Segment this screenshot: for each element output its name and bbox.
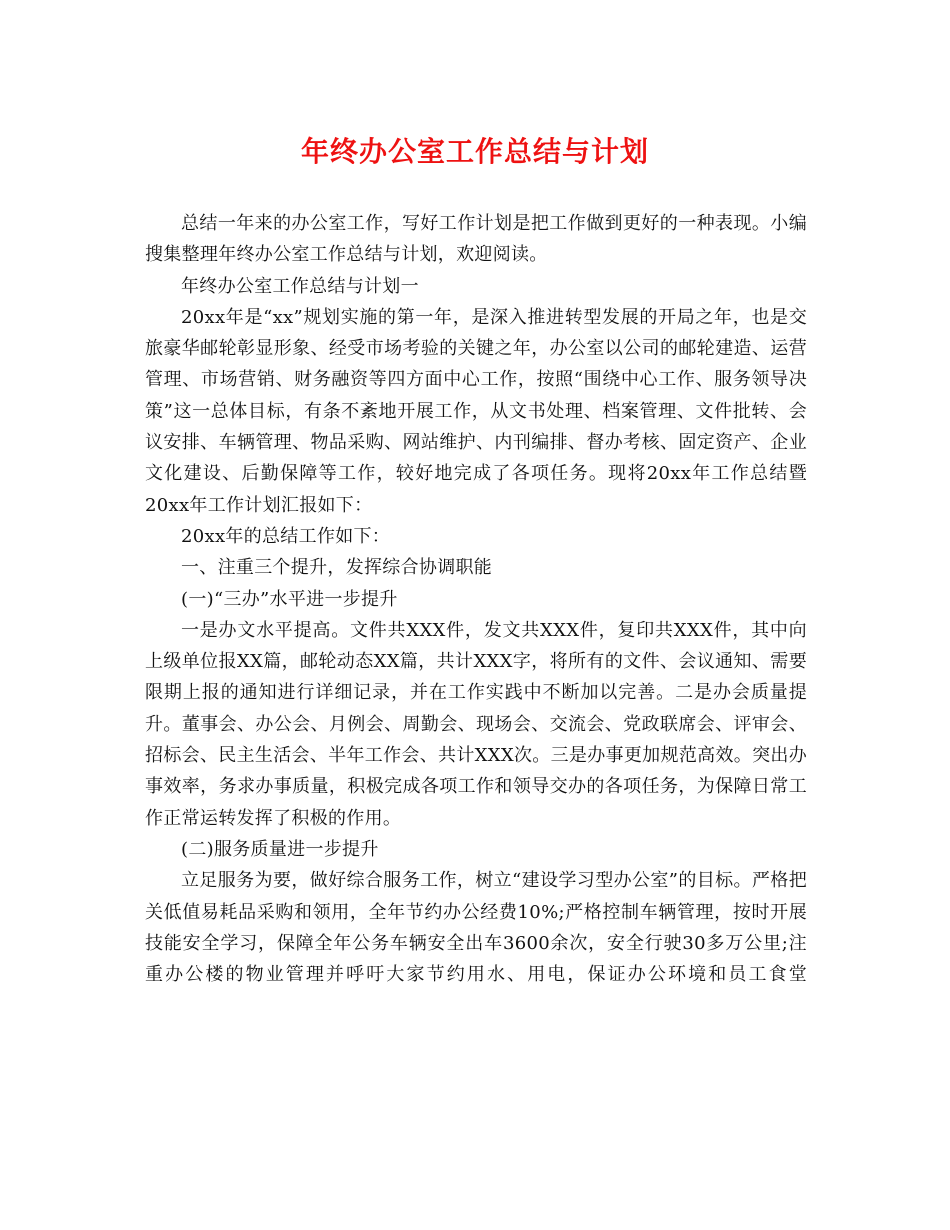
subsection-heading: 一、注重三个提升，发挥综合协调职能 [181,557,493,579]
item-heading: (一)“三办”水平进一步提升 [181,588,398,610]
item-heading: (二)服务质量进一步提升 [181,838,379,860]
office-work-paragraph: 一是办文水平提高。文件共XXX件，发文共XXX件，复印共XXX件，其中向上级单位报XX篇，邮轮动态XX篇，共计XXX字，将所有的文件、会议通知、需要限期上报的通知进行详细记录，并在工作实践中不断加以完善。二是办会质量提升。董事会、办公会、月例会、周勤会、现场会、交流会、党政联席会、评审会、招标会、民主生活会、半年工作会、共计XXX次。三是办事更加规范高效。突出办事效率，务求办事质量，积极完成各项工作和领导交办的各项任务，为保障日常工作正常运转发挥了积极的作用。 [145,619,807,829]
section-heading: 年终办公室工作总结与计划一 [181,275,419,297]
service-paragraph: 立足服务为要，做好综合服务工作，树立“建设学习型办公室”的目标。严格把关低值易耗品采购和领用，全年节约办公经费10%;严格控制车辆管理，按时开展技能安全学习，保障全年公务车辆安全出车3600余次，安全行驶30多万公里;注重办公楼的物业管理并呼吁大家节约用水、用电，保证办公环境和员工食堂 [145,870,807,986]
document-title: 年终办公室工作总结与计划 [300,135,649,168]
overview-paragraph: 20xx年是“xx”规划实施的第一年，是深入推进转型发展的开局之年，也是交旅豪华邮轮彰显形象、经受市场考验的关键之年，办公室以公司的邮轮建造、运营管理、市场营销、财务融资等四方面中心工作，按照“围绕中心工作、服务领导决策”这一总体目标，有条不紊地开展工作，从文书处理、档案管理、文件批转、会议安排、车辆管理、物品采购、网站维护、内刊编排、督办考核、固定资产、企业文化建设、后勤保障等工作，较好地完成了各项任务。现将20xx年工作总结暨20xx年工作计划汇报如下： [145,306,807,516]
summary-heading: 20xx年的总结工作如下： [181,525,391,547]
document-body [145,208,807,990]
intro-paragraph: 总结一年来的办公室工作，写好工作计划是把工作做到更好的一种表现。小编搜集整理年终办公室工作总结与计划，欢迎阅读。 [145,213,807,266]
